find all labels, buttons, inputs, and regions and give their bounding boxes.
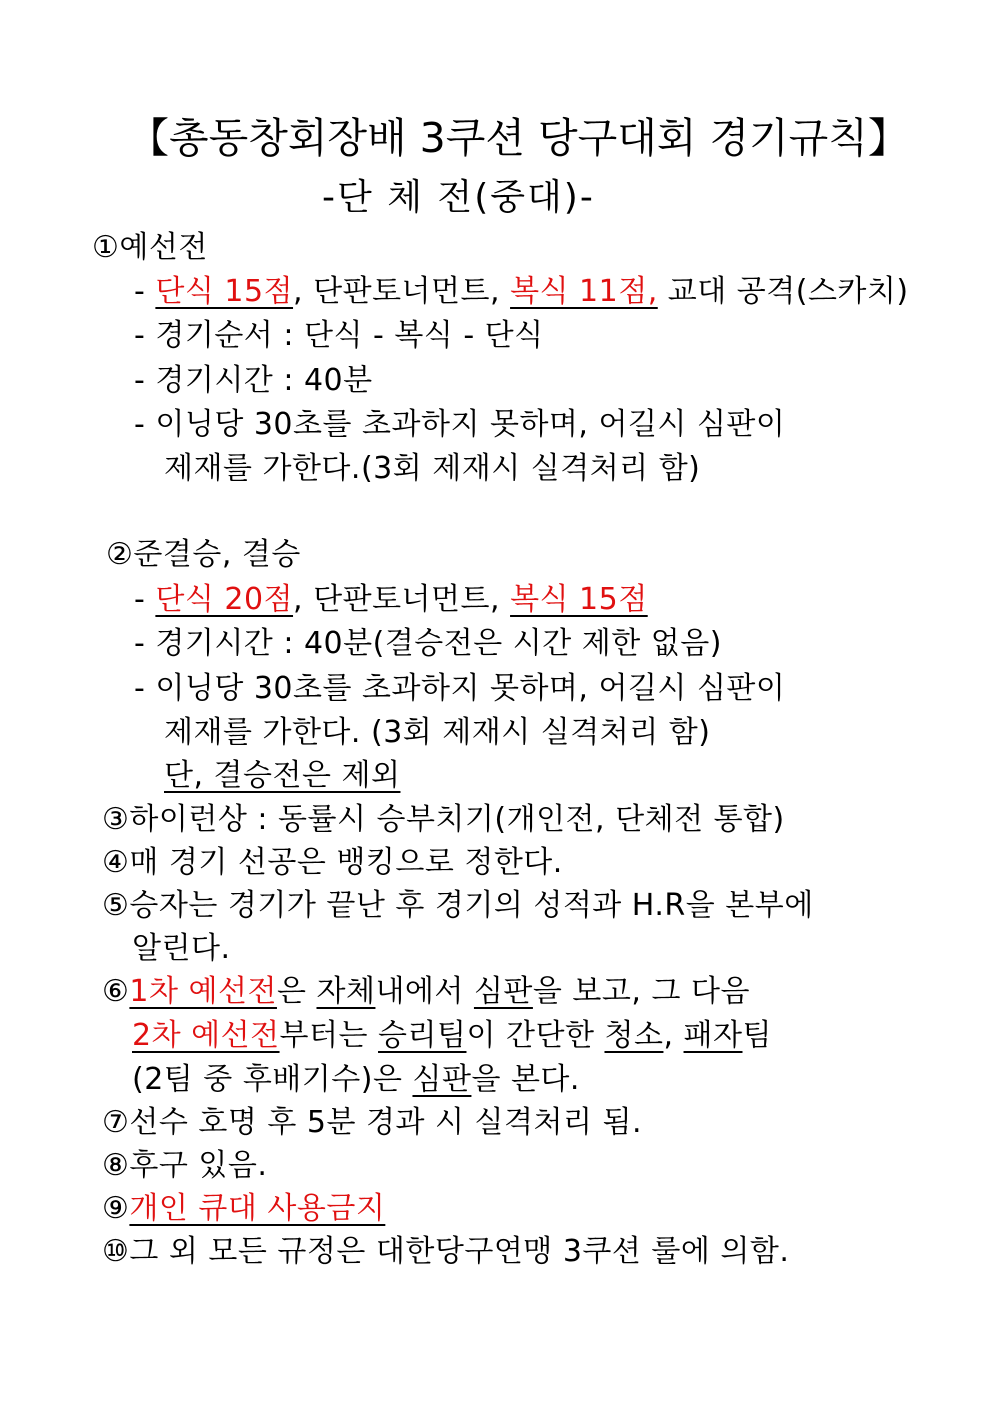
- self-team: 자체: [316, 974, 376, 1009]
- rule6-line2: [132, 1016, 772, 1056]
- scotch-text: 교대 공격(스카치): [657, 274, 909, 309]
- referee: 심판: [473, 974, 533, 1009]
- section2-line2: - 경기시간 : 40분(결승전은 시간 제한 없음): [134, 626, 722, 661]
- rule3: ③하이런상 : 동률시 승부치기(개인전, 단체전 통합): [102, 802, 785, 837]
- section1-heading: ①예선전: [92, 230, 208, 265]
- doubles-points: 복식 11점,: [510, 274, 658, 309]
- section2-heading: ②준결승, 결승: [106, 537, 301, 572]
- personal-cue-prohibited: 개인 큐대 사용금지: [129, 1191, 386, 1226]
- section2-line3: - 이닝당 30초를 초과하지 못하며, 어길시 심판이: [134, 671, 786, 706]
- rule4: ④매 경기 선공은 뱅킹으로 정한다.: [102, 845, 563, 880]
- section2-line4: 제재를 가한다. (3회 제재시 실격처리 함): [164, 715, 711, 750]
- rule8: ⑧후구 있음.: [102, 1148, 268, 1183]
- text: 을 보고, 그 다음: [532, 974, 750, 1009]
- tournament-text: , 단판토너먼트,: [293, 274, 511, 309]
- section1-line1: [134, 272, 909, 312]
- dash: -: [134, 274, 156, 309]
- cleaning: 청소: [604, 1018, 664, 1053]
- tournament-text: , 단판토너먼트,: [293, 582, 511, 617]
- rule5-line2: 알린다.: [132, 931, 231, 966]
- text: 이 간단한: [466, 1018, 605, 1053]
- rule7: ⑦선수 호명 후 5분 경과 시 실격처리 됨.: [102, 1105, 642, 1140]
- winning-team: 승리팀: [378, 1018, 467, 1053]
- document-subtitle: -단 체 전(중대)-: [322, 177, 595, 218]
- text: 팀: [742, 1018, 772, 1053]
- text: 을 본다.: [471, 1062, 580, 1097]
- section1-line2: - 경기순서 : 단식 - 복식 - 단식: [134, 318, 544, 353]
- section1-line4: - 이닝당 30초를 초과하지 못하며, 어길시 심판이: [134, 407, 786, 442]
- rule10: ⑩그 외 모든 규정은 대한당구연맹 3쿠션 룰에 의함.: [102, 1234, 790, 1269]
- text: ,: [663, 1018, 684, 1053]
- singles-points: 단식 20점: [155, 582, 294, 617]
- second-preliminary: 2차 예선전: [132, 1018, 280, 1053]
- text: 은: [276, 974, 317, 1009]
- rule6-line1: [102, 972, 750, 1012]
- rule9: [102, 1189, 385, 1229]
- rule5-line1: ⑤승자는 경기가 끝난 후 경기의 성적과 H.R을 본부에: [102, 888, 814, 923]
- text: (2팀 중 후배기수)은: [132, 1062, 413, 1097]
- text: 부터는: [279, 1018, 379, 1053]
- section2-line1: [134, 580, 648, 620]
- dash: -: [134, 582, 156, 617]
- doubles-points: 복식 15점: [510, 582, 648, 617]
- first-preliminary: 1차 예선전: [129, 974, 277, 1009]
- section2-line5: [164, 756, 400, 796]
- rule6-number: ⑥: [102, 974, 130, 1009]
- document-title: 【총동창회장배 3쿠션 당구대회 경기규칙】: [128, 114, 909, 162]
- singles-points: 단식 15점: [155, 274, 294, 309]
- referee: 심판: [412, 1062, 472, 1097]
- section1-line5: 제재를 가한다.(3회 제재시 실격처리 함): [164, 451, 701, 486]
- final-exception: 단, 결승전은 제외: [164, 758, 401, 793]
- rule6-line3: [132, 1060, 580, 1100]
- text: 내에서: [375, 974, 474, 1009]
- losing-team: 패자: [683, 1018, 743, 1053]
- rule9-number: ⑨: [102, 1191, 130, 1226]
- section1-line3: - 경기시간 : 40분: [134, 363, 373, 398]
